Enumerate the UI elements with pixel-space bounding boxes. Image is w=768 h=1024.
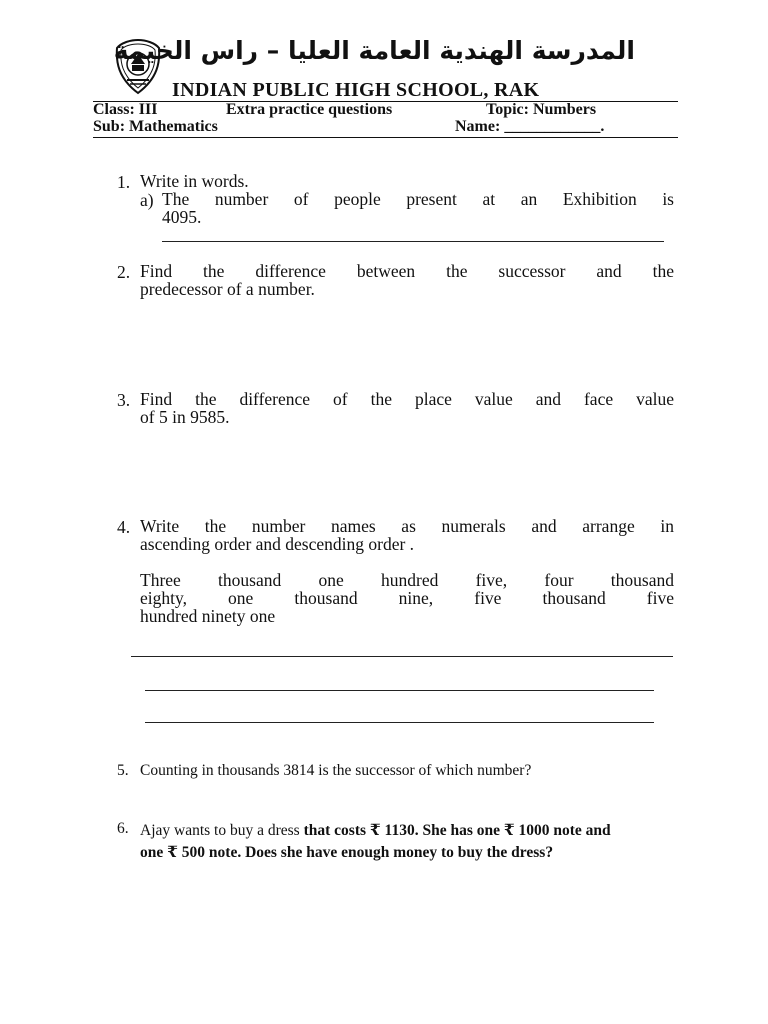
question-1a-line-2: 4095. [162,207,202,227]
question-4-line-2: ascending order and descending order . [140,534,415,554]
sheet-title: Extra practice questions [226,101,393,118]
class-label: Class: III [93,101,158,118]
question-3-line-2: of 5 in 9585. [140,407,230,427]
number-names-line-2: eighty, one thousand nine, five thousand five [140,588,674,608]
arabic-school-title: المدرسة الهندية العامة العليا – راس الخيمة [113,36,635,65]
question-3-number: 3. [117,390,131,410]
question-2-line-1: Find the difference between the successor and the [140,261,674,281]
question-6-line-2: one ₹ 500 note. Does she have enough money to buy the dress? [140,844,554,861]
topic-label: Topic: Numbers [486,101,597,118]
question-6-line-1-plain: Ajay wants to buy a dress [140,822,304,839]
school-name: INDIAN PUBLIC HIGH SCHOOL, RAK [172,79,540,101]
name-field: Name: ____________. [455,118,605,135]
number-names-line-3: hundred ninety one [140,606,276,626]
question-6-number: 6. [117,820,129,837]
question-3-line-1: Find the difference of the place value and face value [140,389,674,409]
question-6-line-1-bold: that costs ₹ 1130. She has one ₹ 1000 note and [303,822,611,839]
subject-label: Sub: Mathematics [93,118,218,135]
question-2-number: 2. [117,262,131,282]
header-bottom-rule [93,137,678,138]
question-6-line-1 [140,820,611,840]
question-1a-line-1: The number of people present at an Exhibition is [162,189,674,209]
question-1-text: Write in words. [140,171,249,191]
question-2-line-2: predecessor of a number. [140,279,315,299]
answer-line [162,241,664,242]
question-5-number: 5. [117,762,129,779]
answer-line [145,690,654,691]
answer-line [131,656,673,657]
question-1-number: 1. [117,172,131,192]
number-names-line-1: Three thousand one hundred five, four thousand [140,570,674,590]
question-4-number: 4. [117,517,131,537]
question-1a-label: a) [140,190,154,210]
question-5-text: Counting in thousands 3814 is the successor of which number? [140,762,532,779]
answer-line [145,722,654,723]
question-4-line-1: Write the number names as numerals and arrange in [140,516,674,536]
